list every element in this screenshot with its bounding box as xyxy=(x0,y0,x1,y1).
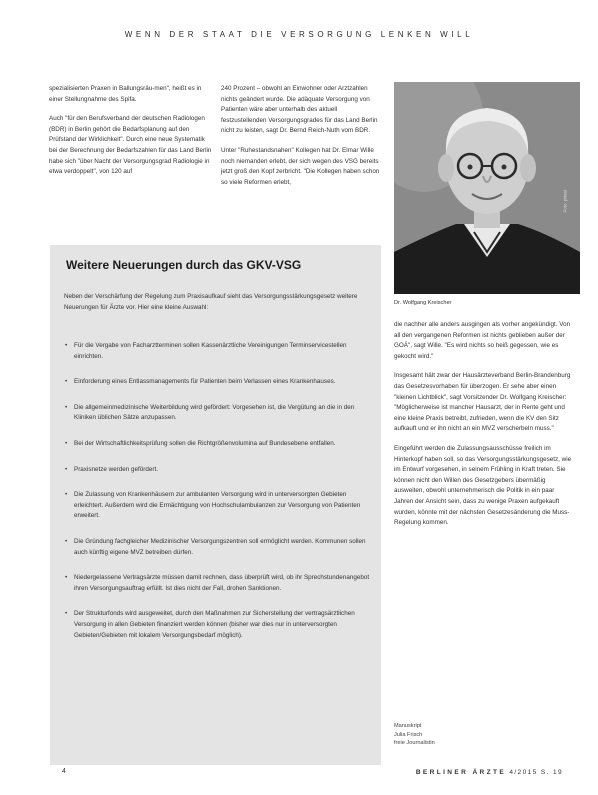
paragraph: Insgesamt hält zwar der Hausärzteverband Berlin-Brandenburg das Gesetzesvorhaben für überzogen. Er sehe aber einen "kleinen Lichtblick", sagt Vorsitzender Dr. Wolfgang Kreischer: "Möglicherweise ist mancher Hausarzt, der in Rente geht und eine kleine Praxis betreibt, zufrieden, wenn die KV den Sitz aufkauft und er ihn nicht an ein MVZ verscherbeln muss." xyxy=(394,372,571,433)
bullet-icon: • xyxy=(65,439,68,447)
paragraph: Auch "für den Berufsverband der deutschen Radiologen (BDR) in Berlin gehört die Bedarfsplanung auf den Prüfstand der Wirklichkeit". Durch eine neue Systematik bei der Berechnung der Bedarfszahlen für das Land Berlin habe sich "über Nacht der Versorgungsgrad Radiologie in etwa verdoppelt", von 120 auf xyxy=(49,115,212,176)
paragraph: die nachher alle anders ausgingen als vorher angekündigt. Von all den vergangenen Reformen ist nichts geblieben außer der GOÄ", sagt Wille. "Es wird nichts so heiß gegessen, wie es gekocht wird." xyxy=(394,321,571,360)
photo-credit: Foto: privat xyxy=(562,189,568,213)
article-column-1 xyxy=(49,84,212,178)
list-item: • Der Strukturfonds wird ausgeweitet, durch den Maßnahmen zur Sicherstellung der vertragsärztlichen Versorgung in allen Gebieten finanziert werden können (bisher war dies nur in unterversorgten Gebieten/Gebieten mit lokalem Versorgungsbedarf möglich). xyxy=(65,610,355,639)
list-item: • Einforderung eines Entlassmanagements für Patienten beim Verlassen eines Krankenhauses. xyxy=(64,377,374,388)
bullet-icon: • xyxy=(65,610,68,618)
list-item: • Die Zulassung von Krankenhäusern zur ambulanten Versorgung wird in unterversorgten Gebieten erleichtert. Außerdem wird die Ermächtigung von Hochschulambulanzen zur Versorgung von Patienten erweitert. xyxy=(65,491,361,520)
portrait-photo xyxy=(394,82,580,294)
author-signature: Manuskript Julia Frisch freie Journalistin xyxy=(394,723,435,746)
paragraph: spezialisierten Praxen in Ballungsräu-men", heißt es in einer Stellungnahme des Spifa. xyxy=(49,85,202,103)
list-item: • Praxisnetze werden gefördert. xyxy=(64,465,374,476)
magazine-name: BERLINER ÄRZTE xyxy=(415,769,507,776)
issue-info: 4/2015 S. 19 xyxy=(509,769,563,776)
bullet-icon: • xyxy=(65,537,68,545)
page-number: 4 xyxy=(62,768,66,775)
info-box-list xyxy=(64,341,374,656)
photo-caption: Dr. Wolfgang Kreischer xyxy=(394,300,452,306)
list-item: • Die allgemeinmedizinische Weiterbildung wird gefördert: Vorgesehen ist, die Vergütung an die in den Kliniken üblichen Sätze anzupassen. xyxy=(65,403,355,422)
article-column-2 xyxy=(221,84,383,188)
list-item: • Die Gründung fachgleicher Medizinischer Versorgungszentren soll ermöglicht werden. Kommunen sollen auch künftig eigene MVZ betreiben dürfen. xyxy=(65,537,366,556)
article-column-3 xyxy=(394,320,572,529)
bullet-icon: • xyxy=(65,378,68,386)
bullet-icon: • xyxy=(65,491,68,499)
footer-imprint xyxy=(407,769,563,776)
list-item: • Bei der Wirtschaftlichkeitsprüfung sollen die Richtgrößenvolumina auf Bundesebene entfallen. xyxy=(64,439,374,450)
info-box-title: Weitere Neuerungen durch das GKV-VSG xyxy=(66,258,302,272)
info-box-intro: Neben der Verschärfung der Regelung zum Praxisaufkauf sieht das Versorgungsstärkungsgesetz weitere Neuerungen für Ärzte vor. Hier eine kleine Auswahl: xyxy=(64,293,358,311)
list-item: • Für die Vergabe von Facharztterminen sollen Kassenärztliche Vereinigungen Terminservicestellen einrichten. xyxy=(65,342,347,360)
bullet-icon: • xyxy=(65,465,68,473)
paragraph: Unter "Ruhestandsnahen" Kollegen hat Dr. Elmar Wille noch niemanden erlebt, der sich wegen des VSG bereits jetzt groß den Kopf zerbricht. "Die Kollegen haben schon so viele Reformen erlebt, xyxy=(221,146,380,186)
bullet-icon: • xyxy=(65,403,68,411)
bullet-icon: • xyxy=(65,342,68,349)
paragraph: 240 Prozent – obwohl an Einwohner oder Arztzahlen nichts geändert wurde. Die adäquate Versorgung von Patienten wäre aber unterhalb des aktuell festzustellenden Versorgungsgrades für das Land Berlin nicht zu leisten, sagt Dr. Bernd Reich-Nuth vom BDR. xyxy=(221,85,378,135)
paragraph: Eingeführt werden die Zulassungsausschüsse freilich im Hinterkopf haben soll, so das Versorgungsstärkungsgesetz, wie im Entwurf vorgesehen, in seinem Frühling in Kraft treten. Sie können nicht den Willen des Gesetzgebers übermäßig ausweiten, obwohl unternehmerisch die Politik in ein paar Jahren der Ansicht sein, dass zu wenige Praxen aufgekauft wurden, könnte mit der nächsten Gesetzesänderung die Muss-Regelung kommen. xyxy=(394,444,572,527)
running-header: WENN DER STAAT DIE VERSORGUNG LENKEN WILL xyxy=(124,30,474,39)
list-item: • Niedergelassene Vertragsärzte müssen damit rechnen, dass überprüft wird, ob ihr Sprechstundenangebot ihren Versorgungsauftrag erfüllt. Ist dies nicht der Fall, drohen Sanktionen. xyxy=(65,574,370,592)
bullet-icon: • xyxy=(65,574,68,582)
info-box xyxy=(50,245,381,765)
